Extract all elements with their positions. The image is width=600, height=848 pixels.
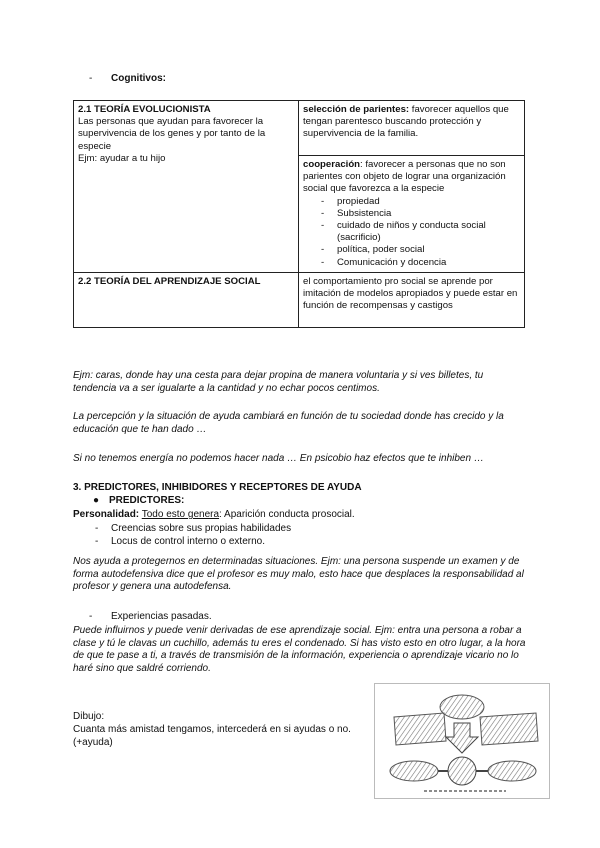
list-item: - propiedad — [315, 196, 520, 208]
evolucionista-title: 2.1 TEORÍA EVOLUCIONISTA — [78, 104, 211, 115]
list-item: - cuidado de niños y conducta social (sacrificio) — [315, 220, 520, 244]
theories-table — [73, 100, 525, 328]
sketch-right-node — [480, 713, 538, 745]
sketch-left-node — [394, 713, 446, 745]
example-paragraph: Ejm: caras, donde hay una cesta para dejar propina de manera voluntaria y si ves billetes, tu tendencia va a ser igualarte a la cantidad y no echar pocos centimos. — [73, 370, 484, 394]
sketch-diagram-image — [374, 683, 550, 799]
evolucionista-text: Las personas que ayudan para favorecer la supervivencia de los genes y por tanto de la especie — [78, 116, 266, 152]
dibujo-text: Cuanta más amistad tengamos, intercederá en si ayudas o no. (+ayuda) — [73, 724, 351, 748]
aprendizaje-social-cell — [74, 272, 299, 327]
cooperacion-label: cooperación — [303, 159, 361, 170]
sketch-bottom-left-node — [390, 761, 438, 781]
sketch-bottom-right-node — [488, 761, 536, 781]
dibujo-label: Dibujo: — [73, 711, 105, 722]
list-item: - Comunicación y docencia — [315, 257, 520, 269]
cooperacion-cell — [299, 156, 525, 273]
aprendizaje-social-text: el comportamiento pro social se aprende por imitación de modelos apropiados y puede estar en función de recompensas y castigos — [303, 275, 518, 312]
experiencias-item: - Experiencias pasadas. — [89, 611, 212, 622]
energy-paragraph: Si no tenemos energía no podemos hacer nada … En psicobio haz efectos que te inhiben … — [73, 453, 484, 464]
sketch-top-node — [440, 695, 484, 719]
list-item: - Creencias sobre sus propias habilidades — [89, 523, 291, 536]
list-item: - Locus de control interno o externo. — [89, 536, 291, 549]
personalidad-rest: : Aparición conducta prosocial. — [219, 509, 355, 520]
personalidad-underlined: Todo esto genera — [141, 509, 220, 520]
parientes-label: selección de parientes: — [303, 104, 410, 115]
predictores-heading: ● PREDICTORES: — [93, 495, 185, 506]
aprendizaje-social-title: 2.2 TEORÍA DEL APRENDIZAJE SOCIAL — [78, 275, 261, 287]
cognitivos-heading: - Cognitivos: — [89, 73, 166, 84]
influirnos-paragraph: Puede influirnos y puede venir derivadas de ese aprendizaje social. Ejm: entra una persona a robar a clase y tú le clavas un cuchillo, además tu eres el condenado. Si has visto esto en otro lugar, a la hora de que te pase a ti, a través de transmisión de la información, experiencia o aprendizaje vicario no lo haré sino que saldré corriendo. — [73, 625, 526, 674]
personalidad-line — [73, 509, 355, 522]
protegernos-paragraph: Nos ayuda a protegernos en determinadas situaciones. Ejm: una persona suspende un examen y de forma autodefensiva dice que el profesor es muy malo, esto hace que desplaces la responsabilidad al profesor y genera una autodefensa. — [73, 556, 524, 593]
list-item: - Subsistencia — [315, 208, 520, 220]
section-3-title: 3. PREDICTORES, INHIBIDORES Y RECEPTORES DE AYUDA — [73, 482, 362, 493]
list-item: - política, poder social — [315, 244, 520, 256]
perception-paragraph: La percepción y la situación de ayuda cambiará en función de tu sociedad donde has crecido y la educación que te han dado … — [73, 411, 504, 435]
evolucionista-example: Ejm: ayudar a tu hijo — [78, 152, 166, 164]
personalidad-label: Personalidad: — [73, 509, 140, 520]
parientes-cell — [299, 101, 525, 156]
sketch-center-node — [448, 757, 476, 785]
aprendizaje-social-text-cell — [299, 272, 525, 327]
cooperacion-list — [303, 196, 520, 269]
evolucionista-cell — [74, 101, 299, 273]
cooperacion-text: : favorecer a personas que no son parientes con objeto de lograr una organización social que favorezca a la especie — [303, 159, 506, 195]
sketch-diagram-svg — [374, 683, 550, 799]
personalidad-list — [89, 523, 291, 548]
parientes-text: favorecer aquellos que tengan parentesco buscando protección y supervivencia de la familia. — [303, 104, 509, 140]
